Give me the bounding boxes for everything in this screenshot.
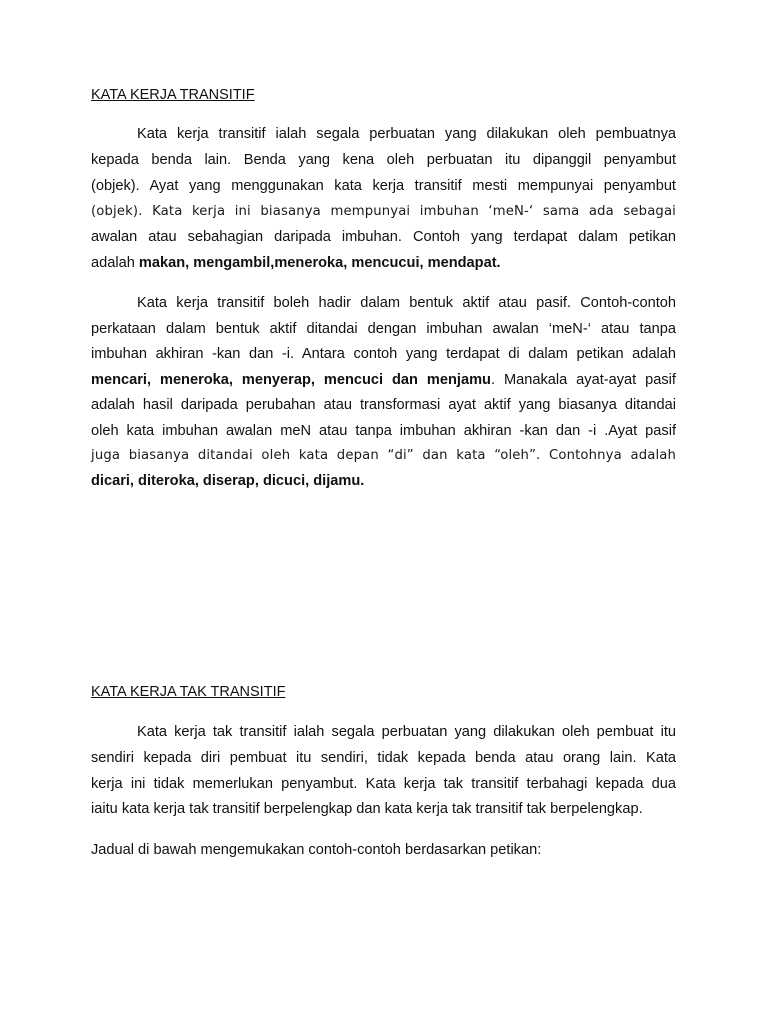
paragraph-line: adalah hasil daripada perubahan atau transformasi ayat aktif yang biasanya ditandai <box>91 397 676 413</box>
section-heading-tak-transitif: KATA KERJA TAK TRANSITIF <box>91 684 286 700</box>
paragraph-line: (objek). Ayat yang menggunakan kata kerja transitif mesti mempunyai penyambut <box>91 178 676 194</box>
paragraph-text: . Manakala ayat-ayat pasif <box>490 372 676 388</box>
paragraph-line: Kata kerja transitif boleh hadir dalam bentuk aktif atau pasif. Contoh-contoh <box>137 295 676 311</box>
paragraph-line: sendiri kepada diri pembuat itu sendiri, tidak kepada benda atau orang lain. Kata <box>91 750 676 766</box>
paragraph-line: kepada benda lain. Benda yang kena oleh perbuatan itu dipanggil penyambut <box>91 152 676 168</box>
example-words-bold: mencari, meneroka, menyerap, mencuci dan menjamu <box>91 372 491 388</box>
table-intro-line: Jadual di bawah mengemukakan contoh-contoh berdasarkan petikan: <box>91 842 542 858</box>
example-words-bold: dicari, diteroka, diserap, dicuci, dijamu. <box>91 473 365 489</box>
paragraph-line: kerja ini tidak memerlukan penyambut. Kata kerja tak transitif terbahagi kepada dua <box>91 776 676 792</box>
example-words-bold: makan, mengambil,meneroka, mencucui, mendapat. <box>138 255 501 271</box>
section-heading-transitif: KATA KERJA TRANSITIF <box>91 87 255 103</box>
paragraph-line: Kata kerja tak transitif ialah segala perbuatan yang dilakukan oleh pembuat itu <box>137 724 676 740</box>
paragraph-line <box>91 372 676 388</box>
paragraph-line: iaitu kata kerja tak transitif berpelengkap dan kata kerja tak transitif tak berpelengkap. <box>91 801 643 817</box>
paragraph-line <box>91 255 676 271</box>
paragraph-line: awalan atau sebahagian daripada imbuhan. Contoh yang terdapat dalam petikan <box>91 229 676 245</box>
paragraph-line: Kata kerja transitif ialah segala perbuatan yang dilakukan oleh pembuatnya <box>137 126 676 142</box>
paragraph-line: imbuhan akhiran -kan dan -i. Antara contoh yang terdapat di dalam petikan adalah <box>91 346 676 362</box>
paragraph-line: oleh kata imbuhan awalan meN atau tanpa imbuhan akhiran -kan dan -i .Ayat pasif <box>91 423 676 439</box>
paragraph-line: perkataan dalam bentuk aktif ditandai dengan imbuhan awalan ‘meN-‘ atau tanpa <box>91 321 676 337</box>
paragraph-line: juga biasanya ditandai oleh kata depan “di” dan kata “oleh”. Contohnya adalah <box>91 448 676 463</box>
paragraph-text: adalah <box>91 255 139 271</box>
paragraph-line: (objek). Kata kerja ini biasanya mempunyai imbuhan ‘meN-‘ sama ada sebagai <box>91 204 676 219</box>
